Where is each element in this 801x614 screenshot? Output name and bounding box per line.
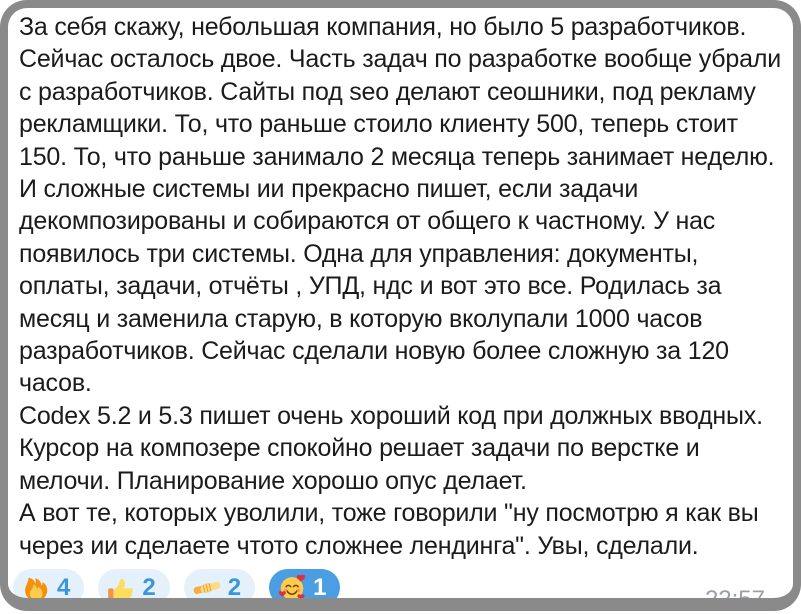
- reaction-pill[interactable]: [13, 569, 84, 606]
- message-line: часов.: [19, 369, 92, 398]
- message-line: с разработчиков. Сайты под seo делают сеошники, под рекламу: [19, 77, 756, 106]
- message-line: рекламщики. То, что раньше стоило клиенту 500, теперь стоит: [19, 110, 738, 139]
- reaction-pill[interactable]: [98, 569, 169, 606]
- message-line: 150. То, что раньше занимало 2 месяца теперь занимает неделю.: [19, 142, 775, 171]
- message-text: [19, 11, 791, 562]
- handshake-icon: [193, 574, 221, 602]
- message-line: мелочи. Планирование хорошо опус делает.: [19, 466, 527, 495]
- message-line: И сложные системы ии прекрасно пишет, если задачи: [19, 175, 639, 204]
- reaction-count: 2: [142, 573, 156, 601]
- reaction-pill[interactable]: [269, 569, 340, 606]
- message-line: оплаты, задачи, отчёты , УПД, ндс и вот это все. Родилась за: [19, 272, 722, 301]
- message-line: через ии сделаете чтото сложнее лендинга". Увы, сделали.: [19, 531, 699, 560]
- reactions-row: [13, 569, 340, 606]
- message-line: А вот те, которых уволили, тоже говорили "ну посмотрю я как вы: [19, 499, 759, 528]
- fire-icon: [22, 574, 50, 602]
- reaction-count: 1: [313, 573, 327, 601]
- message-line: Сейчас осталось двое. Часть задач по разработке вообще убрали: [19, 45, 781, 74]
- reaction-pill[interactable]: [184, 569, 255, 606]
- message-line: месяц и заменила старую, в которую вколупали 1000 часов: [19, 304, 703, 333]
- thumbs-up-icon: [107, 574, 135, 602]
- reaction-count: 4: [57, 573, 71, 601]
- reaction-count: 2: [227, 573, 242, 601]
- message-line: Codex 5.2 и 5.3 пишет очень хороший код при должных вводных.: [19, 401, 763, 430]
- message-timestamp: 22:57: [704, 586, 765, 613]
- message-line: декомпозированы и собираются от общего к частному. У нас: [19, 207, 716, 236]
- message-line: разработчиков. Сейчас сделали новую более сложную за 120: [19, 337, 729, 366]
- message-line: Курсор на композере спокойно решает задачи по верстке и: [19, 434, 700, 463]
- smiling-face-with-hearts-icon: [278, 574, 306, 602]
- message-line: появилось три системы. Одна для управления: документы,: [19, 239, 699, 268]
- message-line: За себя скажу, небольшая компания, но было 5 разработчиков.: [19, 13, 747, 41]
